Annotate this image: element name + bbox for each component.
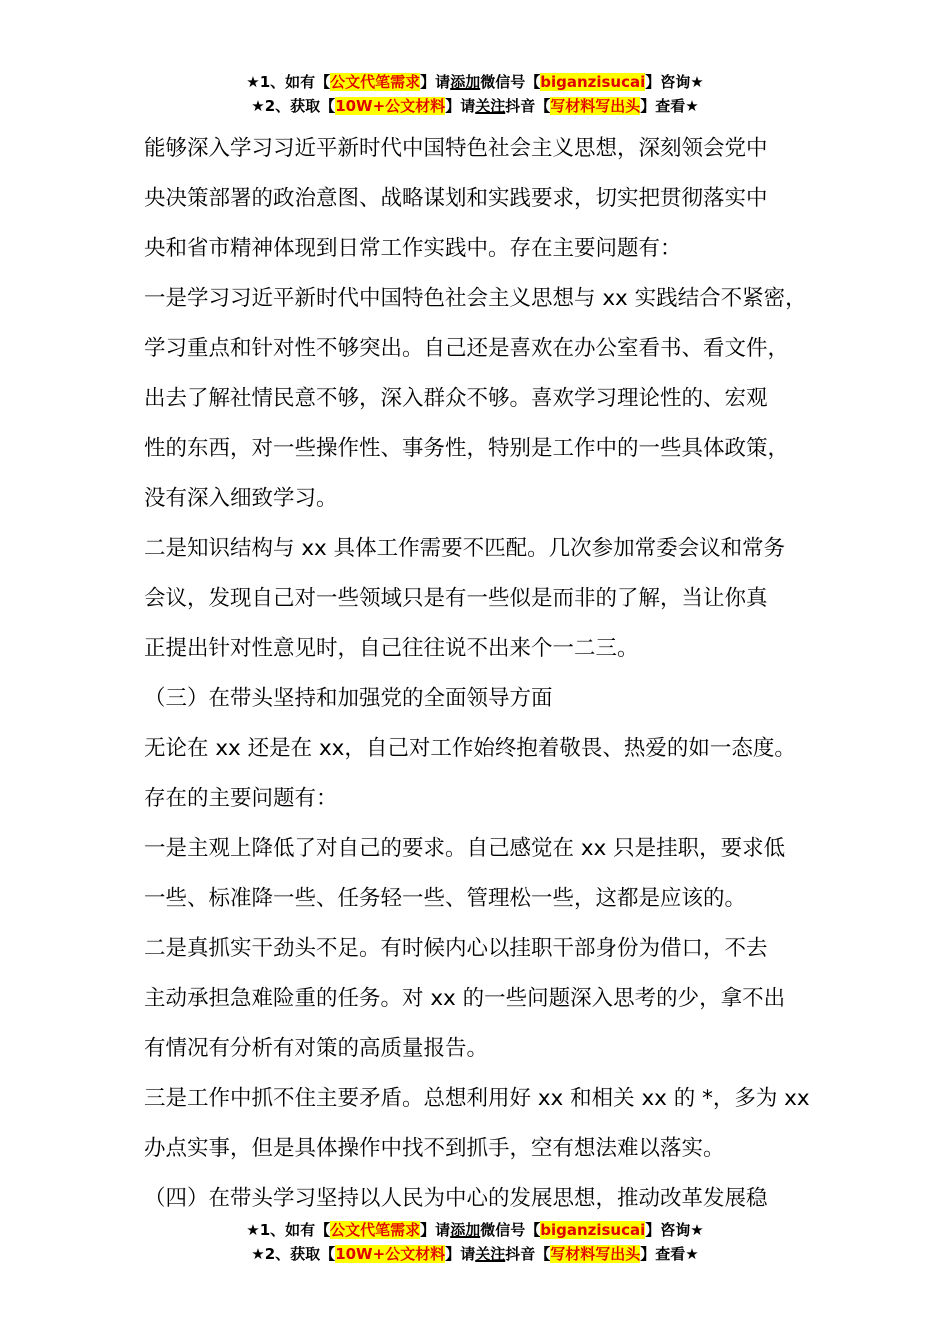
- banner-text: ★2、获取【: [251, 1245, 336, 1263]
- banner-text: 】咨询★: [645, 73, 704, 91]
- text-line: 性的东西，对一些操作性、事务性，特别是工作中的一些具体政策，: [144, 436, 790, 461]
- banner-text: ★2、获取【: [251, 97, 336, 115]
- banner-text: 】请: [420, 1221, 451, 1239]
- document-body: [144, 124, 828, 1224]
- paragraph: [144, 1174, 828, 1224]
- banner-text: 微信号【: [480, 1221, 541, 1239]
- banner-text: 】咨询★: [645, 1221, 704, 1239]
- banner-text: ★1、如有【: [246, 73, 331, 91]
- paragraph: [144, 674, 828, 724]
- text-line: 一些、标准降一些、任务轻一些、管理松一些，这都是应该的。: [144, 886, 747, 911]
- text-line: （三）在带头坚持和加强党的全面领导方面: [144, 686, 553, 711]
- text-line: 一是主观上降低了对自己的要求。自己感觉在 xx 只是挂职，要求低: [144, 836, 786, 861]
- banner-underline: 添加: [450, 73, 481, 91]
- banner-line-2: [0, 94, 950, 118]
- text-line: 办点实事，但是具体操作中找不到抓手，空有想法难以落实。: [144, 1136, 725, 1161]
- text-line: 无论在 xx 还是在 xx，自己对工作始终抱着敬畏、热爱的如一态度。: [144, 736, 796, 761]
- text-line: （四）在带头学习坚持以人民为中心的发展思想，推动改革发展稳: [144, 1186, 768, 1211]
- banner-text: 】查看★: [640, 1245, 699, 1263]
- banner-underline: 关注: [475, 1245, 506, 1263]
- top-banner: [0, 70, 950, 118]
- text-line: 存在的主要问题有：: [144, 786, 338, 811]
- paragraph: [144, 524, 828, 674]
- text-line: 主动承担急难险重的任务。对 xx 的一些问题深入思考的少，拿不出: [144, 986, 786, 1011]
- banner-line-1: [0, 1218, 950, 1242]
- paragraph: [144, 824, 828, 924]
- banner-text: 】请: [420, 73, 451, 91]
- banner-highlight: 10W+公文材料: [335, 97, 446, 115]
- text-line: 出去了解社情民意不够，深入群众不够。喜欢学习理论性的、宏观: [144, 386, 768, 411]
- banner-text: 】请: [445, 1245, 476, 1263]
- banner-underline: 添加: [450, 1221, 481, 1239]
- paragraph: [144, 724, 828, 824]
- paragraph: [144, 274, 828, 524]
- banner-highlight: 10W+公文材料: [335, 1245, 446, 1263]
- text-line: 会议，发现自己对一些领域只是有一些似是而非的了解，当让你真: [144, 586, 768, 611]
- banner-text: ★1、如有【: [246, 1221, 331, 1239]
- text-line: 央和省市精神体现到日常工作实践中。存在主要问题有：: [144, 236, 682, 261]
- text-line: 有情况有分析有对策的高质量报告。: [144, 1036, 489, 1061]
- banner-line-1: [0, 70, 950, 94]
- text-line: 能够深入学习习近平新时代中国特色社会主义思想，深刻领会党中: [144, 136, 768, 161]
- text-line: 学习重点和针对性不够突出。自己还是喜欢在办公室看书、看文件，: [144, 336, 790, 361]
- banner-line-2: [0, 1242, 950, 1266]
- banner-text: 微信号【: [480, 73, 541, 91]
- text-line: 没有深入细致学习。: [144, 486, 338, 511]
- paragraph: [144, 1074, 828, 1174]
- banner-highlight: 写材料写出头: [550, 97, 641, 115]
- banner-highlight: biganzisucai: [540, 1221, 646, 1239]
- banner-text: 】请: [445, 97, 476, 115]
- banner-text: 】查看★: [640, 97, 699, 115]
- banner-text: 抖音【: [505, 1245, 551, 1263]
- text-line: 一是学习习近平新时代中国特色社会主义思想与 xx 实践结合不紧密，: [144, 286, 807, 311]
- banner-highlight: 公文代笔需求: [330, 73, 421, 91]
- text-line: 二是真抓实干劲头不足。有时候内心以挂职干部身份为借口，不去: [144, 936, 768, 961]
- paragraph: [144, 124, 828, 274]
- banner-highlight: biganzisucai: [540, 73, 646, 91]
- banner-highlight: 公文代笔需求: [330, 1221, 421, 1239]
- text-line: 正提出针对性意见时，自己往往说不出来个一二三。: [144, 636, 639, 661]
- paragraph: [144, 924, 828, 1074]
- bottom-banner: [0, 1218, 950, 1266]
- banner-highlight: 写材料写出头: [550, 1245, 641, 1263]
- banner-underline: 关注: [475, 97, 506, 115]
- text-line: 二是知识结构与 xx 具体工作需要不匹配。几次参加常委会议和常务: [144, 536, 786, 561]
- text-line: 央决策部署的政治意图、战略谋划和实践要求，切实把贯彻落实中: [144, 186, 768, 211]
- banner-text: 抖音【: [505, 97, 551, 115]
- text-line: 三是工作中抓不住主要矛盾。总想利用好 xx 和相关 xx 的 *，多为 xx: [144, 1086, 810, 1111]
